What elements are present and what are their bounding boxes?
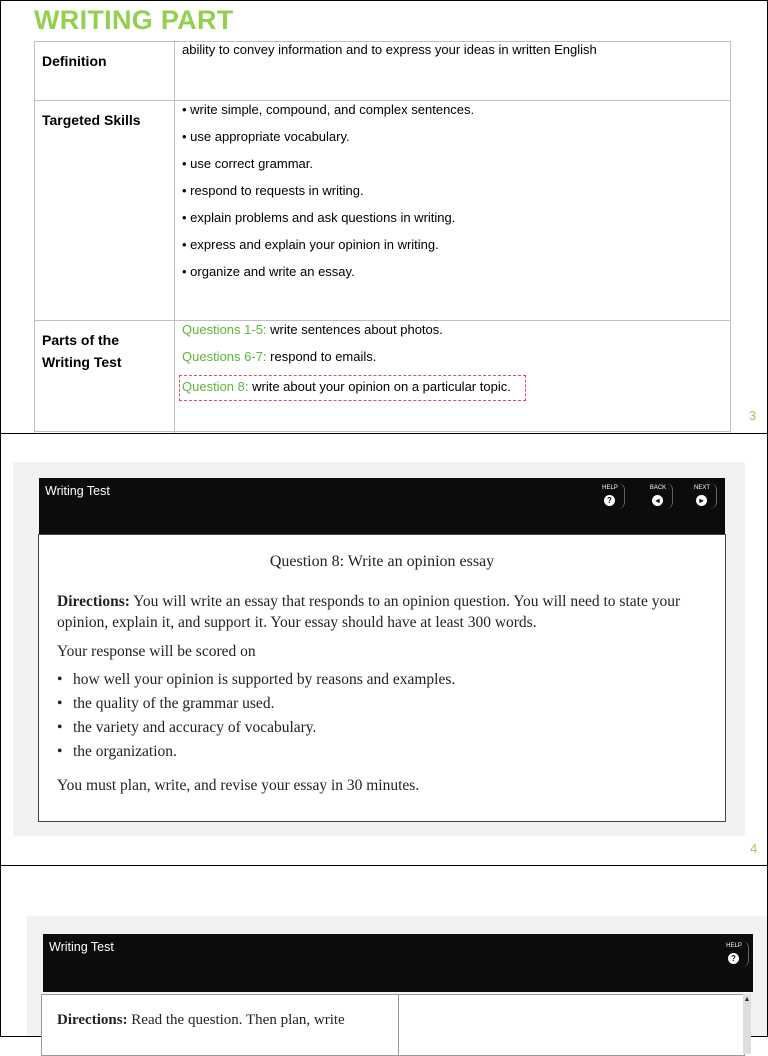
question-panel: [38, 534, 726, 822]
help-icon: ?: [604, 495, 615, 506]
skill-item: • write simple, compound, and complex sentences.: [182, 102, 475, 117]
directions-paragraph: [57, 591, 707, 633]
help-button[interactable]: [595, 481, 625, 513]
closing-text: You must plan, write, and revise your essay in 30 minutes.: [57, 777, 420, 794]
criteria-text: the variety and accuracy of vocabulary.: [73, 719, 317, 736]
part-description: write about your opinion on a particular topic.: [248, 379, 511, 394]
button-bracket: [742, 941, 749, 967]
skill-item: • organize and write an essay.: [182, 264, 355, 279]
test-toolbar: [43, 934, 753, 992]
button-bracket: [710, 483, 717, 509]
directions-panel: [41, 994, 399, 1056]
directions-text: Read the question. Then plan, write: [127, 1012, 345, 1028]
directions-label: Directions:: [57, 1012, 128, 1028]
toolbar-title: Writing Test: [45, 484, 110, 498]
back-button-label: BACK: [649, 485, 667, 491]
table-row-definition: [35, 42, 731, 101]
part-question-number: Questions 1-5:: [182, 322, 267, 337]
slide-writing-part: [0, 0, 768, 434]
scored-on-text: Your response will be scored on: [57, 643, 256, 660]
question-title: Question 8: Write an opinion essay: [269, 553, 495, 570]
part-item-highlighted: [179, 375, 526, 401]
criteria-item: • the organization.: [57, 743, 177, 760]
button-bracket: [618, 483, 625, 509]
back-button[interactable]: [643, 481, 673, 513]
skill-item: • express and explain your opinion in writing.: [182, 237, 439, 252]
page-title: WRITING PART: [34, 5, 234, 35]
part-question-number: Questions 6-7:: [182, 349, 267, 364]
back-arrow-icon: ◂: [652, 495, 663, 506]
help-button-label: HELP: [726, 943, 742, 949]
scrollbar[interactable]: [743, 994, 751, 1054]
scroll-up-icon[interactable]: ▲: [743, 996, 751, 1003]
slide-writing-test-response: [0, 865, 768, 1037]
part-item: [182, 348, 723, 375]
criteria-text: how well your opinion is supported by reasons and examples.: [73, 671, 456, 688]
criteria-item: • the quality of the grammar used.: [57, 695, 275, 712]
next-arrow-icon: ▸: [696, 495, 707, 506]
writing-info-table: [34, 41, 731, 491]
criteria-item: • how well your opinion is supported by reasons and examples.: [57, 671, 456, 688]
slide-question-8: [0, 433, 768, 866]
next-button-label: NEXT: [693, 485, 710, 491]
skill-item: • explain problems and ask questions in writing.: [182, 210, 456, 225]
definition-text: ability to convey information and to express your ideas in written English: [175, 42, 731, 101]
next-button[interactable]: [687, 481, 717, 513]
skill-item: • respond to requests in writing.: [182, 183, 364, 198]
response-pane[interactable]: [398, 994, 745, 1056]
parts-label: Parts of the Writing Test: [35, 321, 175, 432]
directions-text: You will write an essay that responds to an opinion question. You will need to state your opinion, explain it, and support it. Your essay should have at least 300 words.: [57, 593, 681, 631]
help-icon: ?: [728, 953, 739, 964]
skills-list: [175, 101, 731, 321]
test-toolbar: [39, 478, 725, 536]
criteria-text: the organization.: [73, 743, 177, 760]
skills-label: Targeted Skills: [35, 101, 175, 321]
part-item: [182, 321, 723, 348]
part-description: write sentences about photos.: [266, 322, 443, 337]
parts-list: [175, 321, 731, 432]
help-button[interactable]: [719, 939, 749, 971]
criteria-text: the quality of the grammar used.: [73, 695, 275, 712]
table-row-parts: [35, 321, 731, 432]
skill-item: • use correct grammar.: [182, 156, 313, 171]
directions-paragraph: [57, 1012, 345, 1029]
help-button-label: HELP: [602, 485, 618, 491]
part-description: respond to emails.: [266, 349, 377, 364]
toolbar-title: Writing Test: [49, 940, 114, 954]
part-question-number: Question 8:: [182, 379, 249, 394]
criteria-item: • the variety and accuracy of vocabulary.: [57, 719, 317, 736]
skill-item: • use appropriate vocabulary.: [182, 129, 350, 144]
page-number: 4: [750, 841, 758, 856]
button-bracket: [666, 483, 673, 509]
table-row-skills: [35, 101, 731, 321]
directions-label: Directions:: [57, 593, 130, 610]
definition-label: Definition: [35, 42, 175, 101]
page-number: 3: [749, 408, 757, 423]
